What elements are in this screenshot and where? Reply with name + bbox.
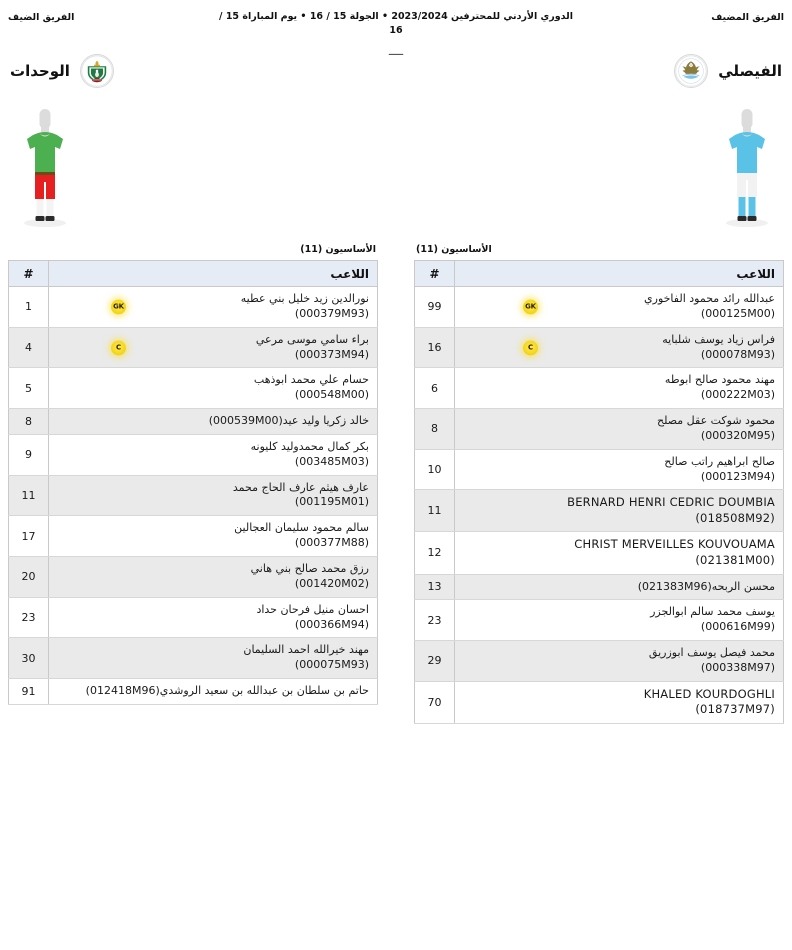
- player-id: (000078M93): [700, 347, 775, 361]
- player-id: (018508M92): [695, 510, 775, 525]
- home-team-label: الفريق المضيف: [711, 12, 784, 23]
- player-id: (003485M03): [294, 454, 369, 468]
- player-cell: [455, 574, 784, 600]
- player-name: عبدالله رائد محمود الفاخوري: [644, 292, 775, 305]
- player-number: 12: [415, 532, 455, 574]
- player-cell: [455, 409, 784, 450]
- player-cell: [455, 368, 784, 409]
- lineups-container: [0, 240, 792, 724]
- player-number: 13: [415, 574, 455, 600]
- player-number: 8: [9, 409, 49, 435]
- player-id: (000222M03): [700, 388, 775, 402]
- player-number: 70: [415, 681, 455, 723]
- player-name: محسن الربحه: [711, 579, 775, 593]
- player-name: رزق محمد صالح بني هاني: [250, 561, 369, 575]
- player-number: 11: [415, 490, 455, 532]
- away-team-name: الوحدات: [10, 62, 70, 80]
- player-cell: [49, 556, 378, 597]
- player-cell: [49, 679, 378, 705]
- home-team-name: الفيصلي: [718, 62, 782, 80]
- away-team-identity: [10, 54, 114, 88]
- player-cell: [49, 368, 378, 409]
- player-id: (000075M93): [294, 658, 369, 672]
- away-team-label: الفريق الضيف: [8, 12, 75, 23]
- player-cell: [49, 475, 378, 516]
- table-row[interactable]: [415, 368, 784, 409]
- player-name: خالد زكريا وليد عيد: [282, 414, 369, 428]
- table-row[interactable]: [415, 490, 784, 532]
- player-number: 16: [415, 327, 455, 368]
- table-row[interactable]: [415, 409, 784, 450]
- player-name: مهند محمود صالح ابوطه: [664, 373, 775, 387]
- table-row[interactable]: [9, 434, 378, 475]
- table-row[interactable]: [9, 556, 378, 597]
- score-separator: —: [388, 44, 404, 63]
- player-number: 30: [9, 638, 49, 679]
- player-id: (021383M96): [637, 579, 712, 593]
- player-name: سالم محمود سليمان العجالين: [234, 521, 369, 535]
- player-id: (000548M00): [294, 388, 369, 402]
- table-header-row: [415, 261, 784, 287]
- table-row[interactable]: [9, 679, 378, 705]
- away-team-kit: [16, 103, 74, 228]
- player-cell: [455, 327, 784, 368]
- player-id: (000320M95): [700, 428, 775, 442]
- goalkeeper-badge-icon: GK: [523, 299, 538, 314]
- table-row[interactable]: [9, 327, 378, 368]
- column-header-number: #: [415, 261, 455, 287]
- away-starters-label: الأساسيون (11): [416, 244, 492, 255]
- competition-info: الدوري الأردني للمحترفين 2023/2024 • الجولة 15 / 16 • يوم المباراة 15 / 16: [219, 11, 573, 36]
- player-id: (000338M97): [700, 660, 775, 674]
- player-cell: [49, 287, 378, 328]
- player-number: 29: [415, 641, 455, 682]
- player-name: بكر كمال محمدوليد كليونه: [250, 439, 369, 453]
- player-number: 20: [9, 556, 49, 597]
- home-kit-figure: [718, 103, 776, 228]
- player-id: (000379M93): [294, 306, 369, 320]
- home-starters-label: الأساسيون (11): [300, 244, 376, 255]
- table-row[interactable]: [9, 368, 378, 409]
- player-name: عارف هيثم عارف الحاج محمد: [232, 480, 369, 494]
- home-lineup-table: [8, 260, 378, 705]
- player-name: KHALED KOURDOGHLI: [643, 686, 775, 701]
- player-id: (000377M88): [294, 536, 369, 550]
- player-name: مهند خيرالله احمد السليمان: [243, 643, 369, 657]
- player-id: (000539M00): [208, 414, 283, 428]
- wehdat-crest-icon: [80, 54, 114, 88]
- player-id: (021381M00): [695, 552, 775, 567]
- table-row[interactable]: [9, 516, 378, 557]
- player-cell: [49, 597, 378, 638]
- table-row[interactable]: [9, 409, 378, 435]
- away-kit-figure: [16, 103, 74, 228]
- player-number: 5: [9, 368, 49, 409]
- match-header: [0, 0, 792, 240]
- player-name: CHRIST MERVEILLES KOUVOUAMA: [574, 537, 775, 552]
- player-cell: [49, 638, 378, 679]
- table-row[interactable]: [415, 532, 784, 574]
- table-header-row: [9, 261, 378, 287]
- table-row[interactable]: [9, 597, 378, 638]
- player-cell: [49, 434, 378, 475]
- player-cell: [49, 516, 378, 557]
- table-row[interactable]: [9, 287, 378, 328]
- player-number: 4: [9, 327, 49, 368]
- player-name: محمد فيصل يوسف ابوزريق: [648, 646, 775, 660]
- goalkeeper-badge-icon: GK: [111, 299, 126, 314]
- player-number: 91: [9, 679, 49, 705]
- home-lineup-column: [8, 240, 378, 724]
- player-number: 11: [9, 475, 49, 516]
- player-number: 9: [9, 434, 49, 475]
- table-row[interactable]: [9, 638, 378, 679]
- away-lineup-table: [414, 260, 784, 724]
- player-name: فراس زياد يوسف شلبايه: [662, 332, 775, 346]
- table-row[interactable]: [415, 449, 784, 490]
- player-name: احسان منيل فرحان حداد: [256, 602, 369, 616]
- player-name: يوسف محمد سالم ابوالجزر: [650, 605, 775, 619]
- player-name: صالح ابراهيم راتب صالح: [664, 454, 775, 468]
- captain-badge-icon: C: [523, 340, 538, 355]
- table-row[interactable]: [415, 641, 784, 682]
- player-cell: [455, 681, 784, 723]
- player-cell: [49, 409, 378, 435]
- column-header-number: #: [9, 261, 49, 287]
- player-id: (018737M97): [695, 702, 775, 717]
- player-cell: [455, 449, 784, 490]
- player-cell: [455, 532, 784, 574]
- player-name: BERNARD HENRI CEDRIC DOUMBIA: [567, 495, 775, 510]
- player-number: 10: [415, 449, 455, 490]
- player-id: (012418M96): [85, 684, 160, 698]
- player-id: (000616M99): [700, 620, 775, 634]
- table-row[interactable]: [9, 475, 378, 516]
- player-name: حاتم بن سلطان بن عبدالله بن سعيد الروشدي: [159, 684, 369, 698]
- player-number: 17: [9, 516, 49, 557]
- faisaly-crest-icon: [674, 54, 708, 88]
- captain-badge-icon: C: [111, 340, 126, 355]
- home-team-identity: [674, 54, 782, 88]
- player-number: 8: [415, 409, 455, 450]
- player-cell: [49, 327, 378, 368]
- player-name: براء سامي موسى مرعي: [255, 332, 369, 346]
- player-id: (000373M94): [294, 347, 369, 361]
- table-row[interactable]: [415, 327, 784, 368]
- player-cell: [455, 641, 784, 682]
- player-cell: [455, 600, 784, 641]
- player-name: حسام علي محمد ابوذهب: [253, 373, 369, 387]
- player-id: (000125M00): [700, 306, 775, 320]
- table-row[interactable]: [415, 600, 784, 641]
- player-id: (001195M01): [294, 495, 369, 509]
- table-row[interactable]: [415, 681, 784, 723]
- column-header-player: اللاعب: [455, 261, 784, 287]
- player-number: 1: [9, 287, 49, 328]
- column-header-player: اللاعب: [49, 261, 378, 287]
- table-row[interactable]: [415, 287, 784, 328]
- player-cell: [455, 490, 784, 532]
- player-cell: [455, 287, 784, 328]
- away-lineup-column: [414, 240, 784, 724]
- table-row[interactable]: [415, 574, 784, 600]
- player-name: محمود شوكت عقل مصلح: [657, 414, 775, 428]
- player-number: 99: [415, 287, 455, 328]
- player-id: (000123M94): [700, 469, 775, 483]
- player-number: 23: [415, 600, 455, 641]
- player-number: 6: [415, 368, 455, 409]
- player-number: 23: [9, 597, 49, 638]
- player-id: (000366M94): [294, 617, 369, 631]
- home-team-kit: [718, 103, 776, 228]
- player-name: نورالدين زيد خليل بني عطيه: [240, 292, 369, 305]
- player-id: (001420M02): [294, 576, 369, 590]
